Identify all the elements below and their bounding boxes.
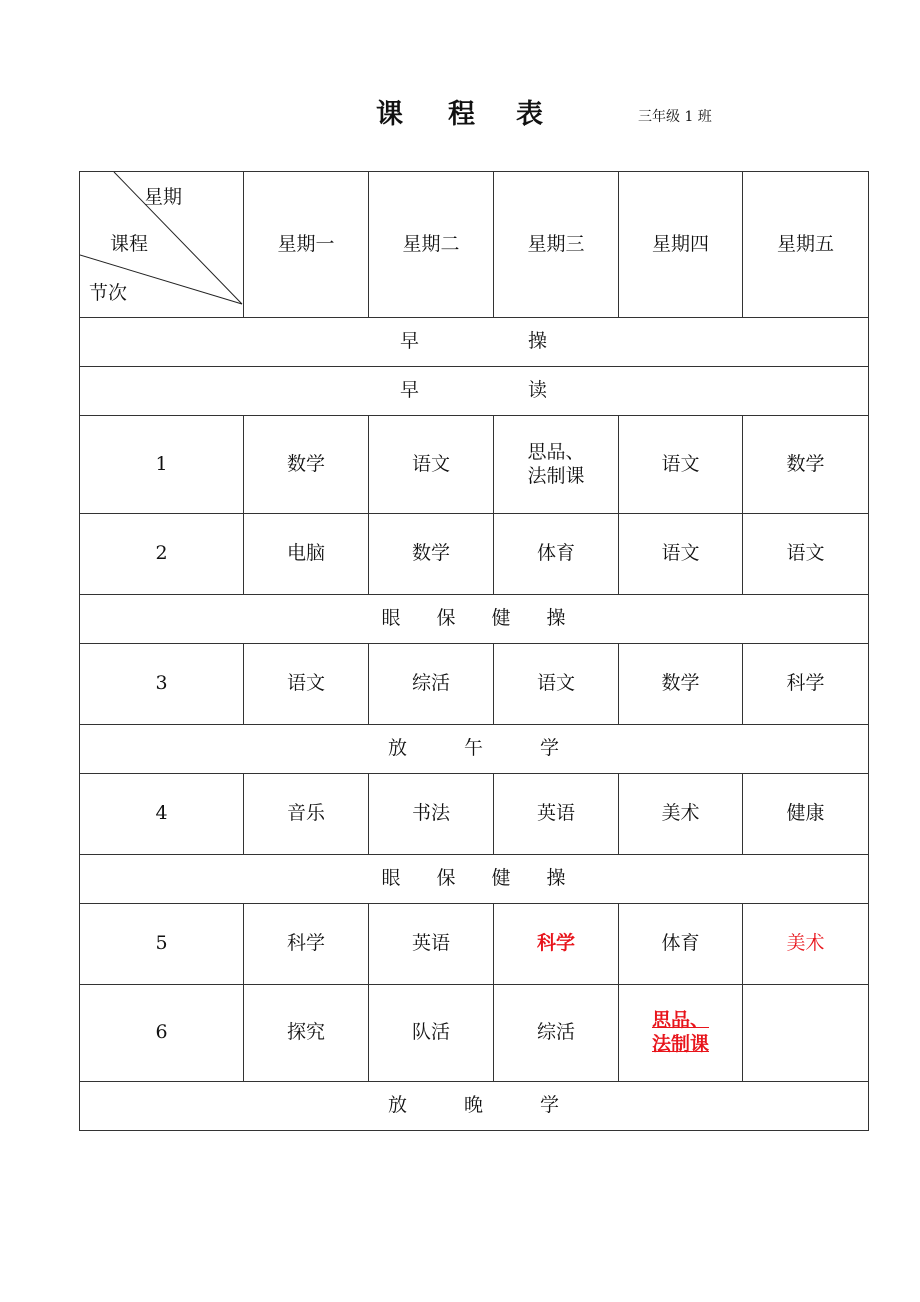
- corner-label-period: 节次: [89, 282, 128, 304]
- period-number: 2: [80, 514, 244, 595]
- course-cell: 数学: [619, 644, 743, 725]
- course-cell: 语文: [369, 416, 494, 514]
- course-cell: 语文: [619, 514, 743, 595]
- period-number: 4: [80, 774, 244, 855]
- period-number: 6: [80, 985, 244, 1082]
- course-cell: 语文: [244, 644, 369, 725]
- lesson-row: [80, 416, 869, 514]
- break-char: 健: [491, 607, 511, 629]
- course-line: 法制课: [527, 464, 585, 487]
- day-header: 星期五: [743, 172, 869, 318]
- break-cell: [80, 595, 869, 644]
- course-cell: 数学: [369, 514, 494, 595]
- break-char: 健: [491, 867, 511, 889]
- period-number: 1: [80, 416, 244, 514]
- course-cell: [494, 416, 619, 514]
- course-cell: 美术: [743, 904, 869, 985]
- course-cell: 健康: [743, 774, 869, 855]
- lesson-row: [80, 644, 869, 725]
- break-row: [80, 367, 869, 416]
- break-char: 操: [528, 330, 548, 352]
- course-cell: 书法: [369, 774, 494, 855]
- course-cell: 语文: [494, 644, 619, 725]
- course-line: 思品、: [651, 1009, 709, 1032]
- day-header: 星期四: [619, 172, 743, 318]
- course-cell: 探究: [244, 985, 369, 1082]
- break-char: 操: [546, 607, 566, 629]
- break-cell: [80, 855, 869, 904]
- course-cell: 体育: [619, 904, 743, 985]
- corner-label-course: 课程: [110, 233, 149, 255]
- course-cell: 音乐: [244, 774, 369, 855]
- course-cell: 科学: [494, 904, 619, 985]
- title-char: 表: [516, 99, 543, 130]
- break-row: [80, 318, 869, 367]
- break-char: 学: [540, 1094, 560, 1116]
- break-row: [80, 1082, 869, 1131]
- course-cell: 数学: [743, 416, 869, 514]
- course-cell: 科学: [743, 644, 869, 725]
- break-cell: [80, 367, 869, 416]
- schedule-table: [79, 171, 869, 1131]
- break-row: [80, 725, 869, 774]
- corner-header-cell: [80, 172, 244, 318]
- class-label: 三年级 1 班: [638, 109, 712, 125]
- course-cell: 数学: [244, 416, 369, 514]
- period-number: 3: [80, 644, 244, 725]
- course-cell: 综活: [494, 985, 619, 1082]
- break-char: 读: [528, 379, 548, 401]
- break-char: 眼: [381, 607, 401, 629]
- break-cell: [80, 318, 869, 367]
- course-cell: [619, 985, 743, 1082]
- course-cell: 语文: [743, 514, 869, 595]
- page-title: [376, 92, 543, 131]
- break-char: 晚: [464, 1094, 484, 1116]
- lesson-row: [80, 774, 869, 855]
- break-char: 午: [464, 737, 484, 759]
- course-cell: 英语: [369, 904, 494, 985]
- header-row: [80, 172, 869, 318]
- break-row: [80, 855, 869, 904]
- break-char: 放: [388, 1094, 408, 1116]
- course-cell: 英语: [494, 774, 619, 855]
- course-cell: [743, 985, 869, 1082]
- course-line: 法制课: [651, 1033, 709, 1055]
- break-cell: [80, 725, 869, 774]
- break-char: 保: [436, 607, 456, 629]
- break-cell: [80, 1082, 869, 1131]
- lesson-row: [80, 904, 869, 985]
- course-cell: 美术: [619, 774, 743, 855]
- lesson-row: [80, 985, 869, 1082]
- break-char: 眼: [381, 867, 401, 889]
- break-row: [80, 595, 869, 644]
- day-header: 星期二: [369, 172, 494, 318]
- course-cell: 电脑: [244, 514, 369, 595]
- break-char: 保: [436, 867, 456, 889]
- lesson-row: [80, 514, 869, 595]
- course-cell: 科学: [244, 904, 369, 985]
- break-char: 操: [546, 867, 566, 889]
- day-header: 星期三: [494, 172, 619, 318]
- day-header: 星期一: [244, 172, 369, 318]
- title-char: 程: [448, 99, 475, 130]
- break-char: 放: [388, 737, 408, 759]
- course-cell: 语文: [619, 416, 743, 514]
- course-cell: 体育: [494, 514, 619, 595]
- title-char: 课: [376, 99, 403, 130]
- corner-label-weekday: 星期: [144, 186, 183, 208]
- break-char: 早: [400, 330, 420, 352]
- break-char: 学: [540, 737, 560, 759]
- course-cell: 队活: [369, 985, 494, 1082]
- period-number: 5: [80, 904, 244, 985]
- course-cell: 综活: [369, 644, 494, 725]
- course-line: 思品、: [527, 440, 585, 463]
- break-char: 早: [400, 379, 420, 401]
